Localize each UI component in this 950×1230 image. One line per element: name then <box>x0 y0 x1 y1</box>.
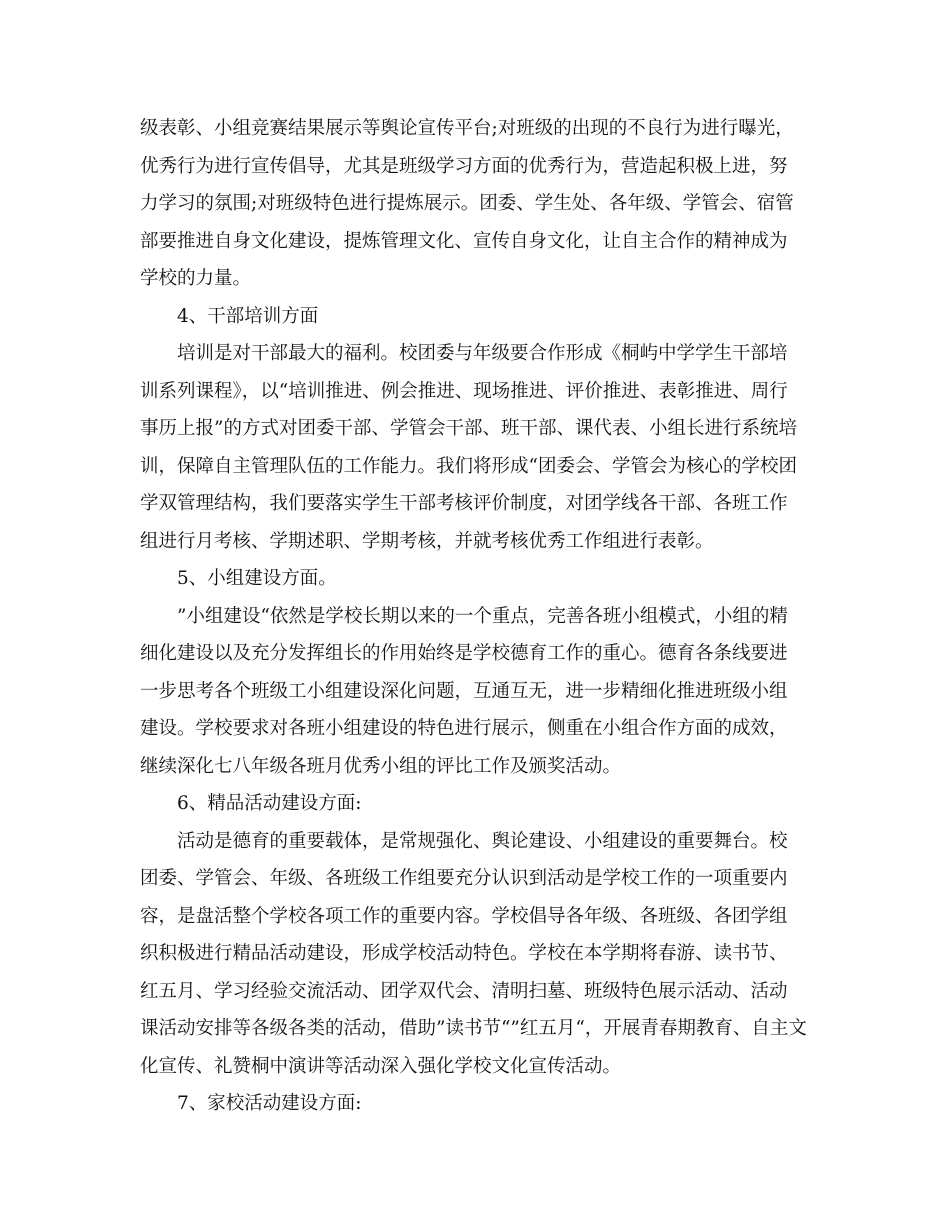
text-line: 6、精品活动建设方面: <box>177 793 362 814</box>
text-line: 训，保障自主管理队伍的工作能力。我们将形成“团委会、学管会为核心的学校团 <box>140 455 797 477</box>
text-line: 学双管理结构，我们要落实学生干部考核评价制度，对团学线各干部、各班工作 <box>140 493 788 514</box>
text-line: 团委、学管会、年级、各班级工作组要充分认识到活动是学校工作的一项重要内 <box>140 868 788 889</box>
document-body <box>140 110 820 1123</box>
text-line: 4、干部培训方面 <box>177 305 319 327</box>
text-line: 部要推进自身文化建设，提炼管理文化、宣传自身文化，让自主合作的精神成为 <box>140 230 788 252</box>
text-line: 活动是德育的重要载体，是常规强化、舆论建设、小组建设的重要舞台。校 <box>177 830 788 852</box>
text-line: 红五月、学习经验交流活动、团学双代会、清明扫墓、班级特色展示活动、活动 <box>140 980 788 1002</box>
text-line: 事历上报”的方式对团委干部、学管会干部、班干部、课代表、小组长进行系统培 <box>140 418 797 439</box>
text-line: 级表彰、小组竞赛结果展示等舆论宣传平台;对班级的出现的不良行为进行曝光， <box>140 118 794 139</box>
text-line: 力学习的氛围;对班级特色进行提炼展示。团委、学生处、各年级、学管会、宿管 <box>140 193 794 214</box>
text-line: 化宣传、礼赞桐中演讲等活动深入强化学校文化宣传活动。 <box>140 1055 622 1077</box>
text-line: 优秀行为进行宣传倡导，尤其是班级学习方面的优秀行为，营造起积极上进，努 <box>140 155 788 177</box>
text-line: 继续深化七八年级各班月优秀小组的评比工作及颁奖活动。 <box>140 755 622 777</box>
text-line: ”小组建设“依然是学校长期以来的一个重点，完善各班小组模式，小组的精 <box>177 605 788 627</box>
text-line: 训系列课程》，以“培训推进、例会推进、现场推进、评价推进、表彰推进、周行 <box>140 380 788 402</box>
text-line: 学校的力量。 <box>140 268 252 289</box>
text-line: 建设。学校要求对各班小组建设的特色进行展示，侧重在小组合作方面的成效， <box>140 718 788 739</box>
text-line: 组进行月考核、学期述职、学期考核，并就考核优秀工作组进行表彰。 <box>140 530 714 552</box>
text-line: 容，是盘活整个学校各项工作的重要内容。学校倡导各年级、各班级、各团学组 <box>140 905 788 927</box>
text-line: 织积极进行精品活动建设，形成学校活动特色。学校在本学期将春游、读书节、 <box>140 943 788 964</box>
text-line: 7、家校活动建设方面: <box>177 1093 362 1114</box>
text-line: 课活动安排等各级各类的活动，借助”读书节“”红五月“，开展青春期教育、自主文 <box>140 1018 807 1039</box>
text-line: 培训是对干部最大的福利。校团委与年级要合作形成《桐屿中学学生干部培 <box>177 343 788 364</box>
text-line: 一步思考各个班级工小组建设深化问题，互通互无，进一步精细化推进班级小组 <box>140 680 788 702</box>
text-line: 细化建设以及充分发挥组长的作用始终是学校德育工作的重心。德育各条线要进 <box>140 643 788 664</box>
text-line: 5、小组建设方面。 <box>177 568 337 589</box>
